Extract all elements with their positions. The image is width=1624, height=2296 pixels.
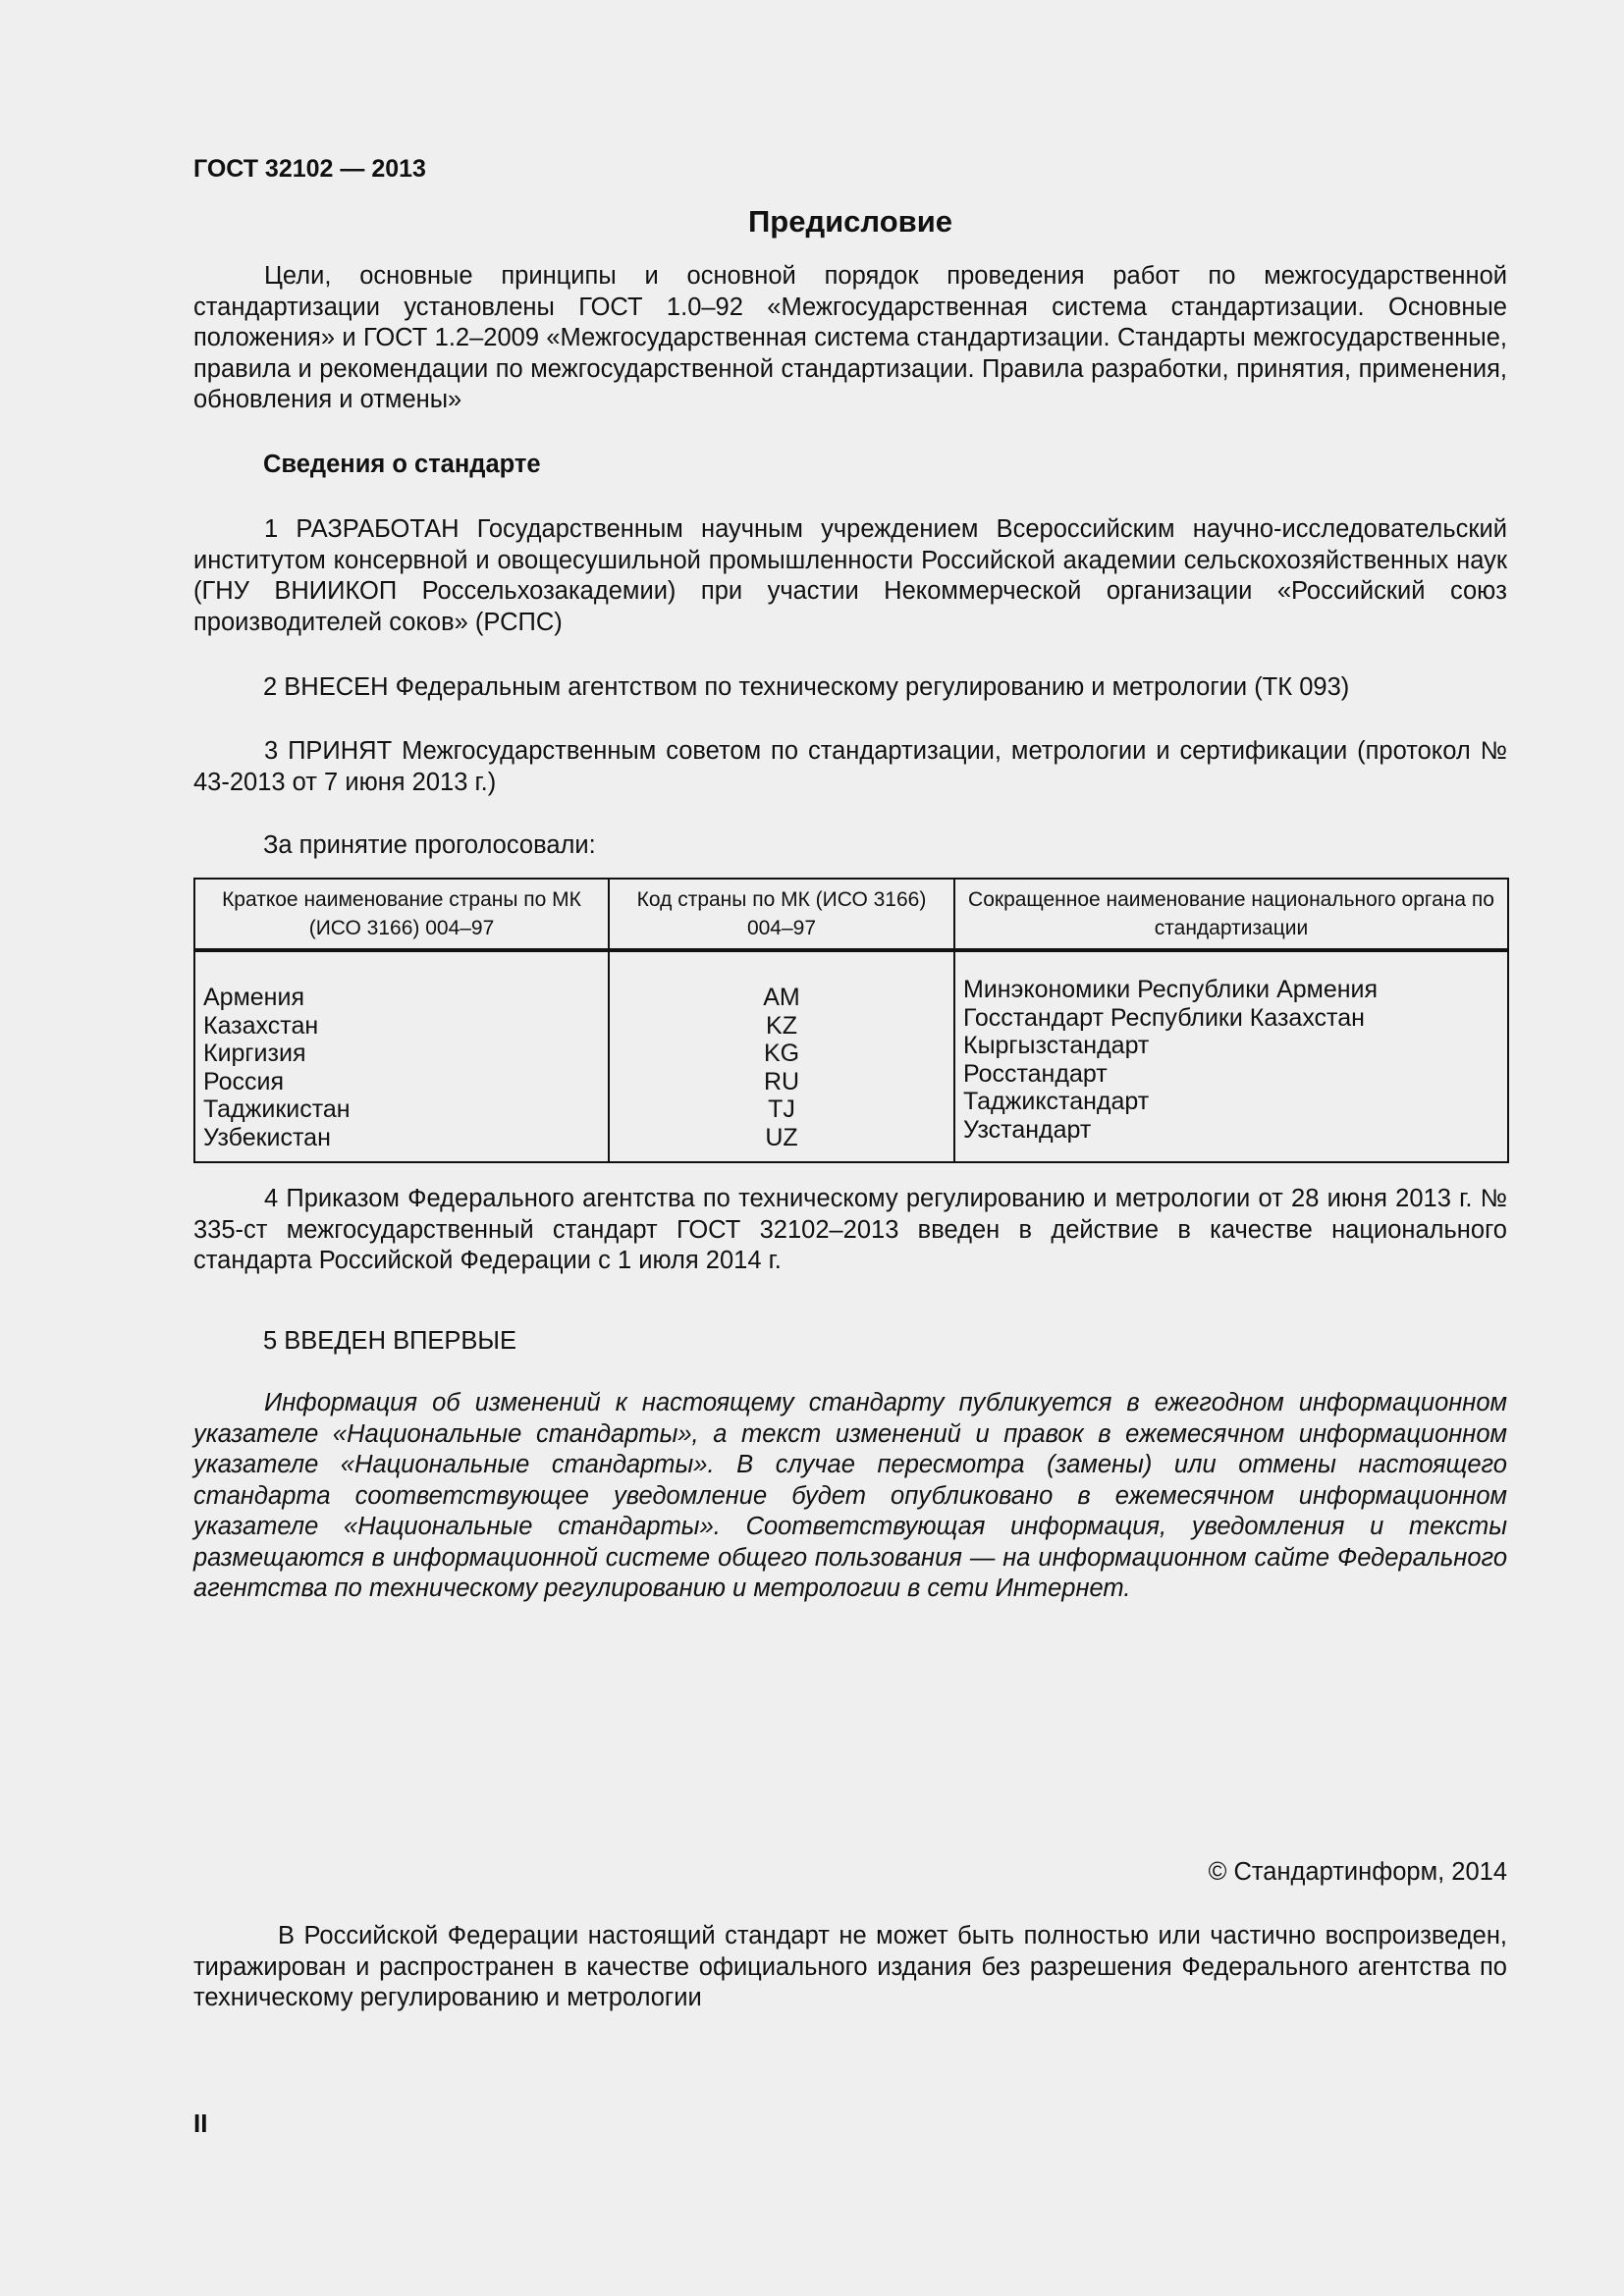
country-name: Киргизия: [203, 1040, 306, 1067]
column-header-code: Код страны по МК (ИСО 3166) 004–97: [609, 879, 954, 950]
country-code: KG: [763, 1040, 800, 1067]
standards-body: Росстандарт: [963, 1059, 1108, 1088]
country-code: TJ: [768, 1095, 795, 1123]
standards-body: Узстандарт: [963, 1115, 1092, 1144]
standards-body: Госстандарт Республики Казахстан: [963, 1003, 1365, 1032]
reproduction-notice: В Российской Федерации настоящий стандарт не может быть полностью или частично воспроизведен, тиражирован и распространен в качестве официального издания без разрешения Федерального агентства по техническому регулированию и метрологии: [193, 1922, 1507, 2011]
voted-label: За принятие проголосовали:: [263, 831, 596, 859]
item-developed: 1 РАЗРАБОТАН Государственным научным учреждением Всероссийским научно-исследовательский институтом консервной и овощесушильной промышленности Российской академии сельскохозяйственных наук (ГНУ ВНИИКОП Россельхозакадемии) при участии Некоммерческой организации «Российский союз производителей соков» (РСПС): [193, 515, 1507, 636]
column-header-country: Краткое наименование страны по МК (ИСО 3166) 004–97: [194, 879, 609, 950]
column-header-body: Сокращенное наименование национального органа по стандартизации: [954, 879, 1508, 950]
section-title: Сведения о стандарте: [263, 451, 541, 478]
item-adopted: 3 ПРИНЯТ Межгосударственным советом по стандартизации, метрологии и сертификации (протокол № 43-2013 от 7 июня 2013 г.): [193, 737, 1507, 796]
country-name: Казахстан: [203, 1011, 319, 1040]
standards-bodies-cell: [954, 950, 1508, 1162]
intro-paragraph: Цели, основные принципы и основной порядок проведения работ по межгосударственной стандартизации установлены ГОСТ 1.0–92 «Межгосударственная система стандартизации. Основные положения» и ГОСТ 1.2–2009 «Межгосударственная система стандартизации. Стандарты межгосударственные, правила и рекомендации по межгосударственной стандартизации. Правила разработки, принятия, применения, обновления и отмены»: [193, 262, 1507, 413]
voting-countries-table: [193, 878, 1509, 1163]
country-code: UZ: [765, 1123, 798, 1151]
document-code-header: ГОСТ 32102 — 2013: [193, 155, 426, 183]
item-introduced-by: 2 ВНЕСЕН Федеральным агентством по техническому регулированию и метрологии (ТК 093): [263, 673, 1350, 701]
country-name: Россия: [203, 1067, 284, 1095]
country-code: KZ: [766, 1011, 797, 1040]
standards-body: Кыргызстандарт: [963, 1032, 1150, 1059]
country-code: RU: [763, 1067, 800, 1095]
table-row: [194, 950, 1508, 1162]
country-name: Таджикистан: [203, 1095, 351, 1123]
table-header-row: [194, 879, 1508, 950]
country-code: AM: [763, 984, 800, 1011]
page-number: II: [193, 2109, 208, 2138]
standards-body: Таджикстандарт: [963, 1088, 1150, 1115]
copyright-notice: © Стандартинформ, 2014: [1208, 1858, 1507, 1886]
changes-notice: Информация об изменений к настоящему стандарту публикуется в ежегодном информационном указателе «Национальные стандарты», а текст изменений и правок в ежемесячном информационном указателе «Национальные стандарты». В случае пересмотра (замены) или отмены настоящего стандарта соответствующее уведомление будет опубликовано в ежемесячном информационном указателе «Национальные стандарты». Соответствующая информация, уведомления и тексты размещаются в информационной системе общего пользования — на информационном сайте Федерального агентства по техническому регулированию и метрологии в сети Интернет.: [193, 1389, 1507, 1602]
country-names-cell: [194, 950, 609, 1162]
item-first-time: 5 ВВЕДЕН ВПЕРВЫЕ: [263, 1327, 517, 1355]
country-name: Армения: [203, 984, 304, 1011]
page-title: Предисловие: [747, 204, 952, 239]
country-codes-cell: [609, 950, 954, 1162]
item-order: 4 Приказом Федерального агентства по техническому регулированию и метрологии от 28 июня 2013 г. № 335-ст межгосударственный стандарт ГОСТ 32102–2013 введен в действие в качестве национального стандарта Российской Федерации с 1 июля 2014 г.: [193, 1185, 1507, 1274]
standards-body: Минэкономики Республики Армения: [963, 976, 1379, 1003]
country-name: Узбекистан: [203, 1123, 331, 1151]
